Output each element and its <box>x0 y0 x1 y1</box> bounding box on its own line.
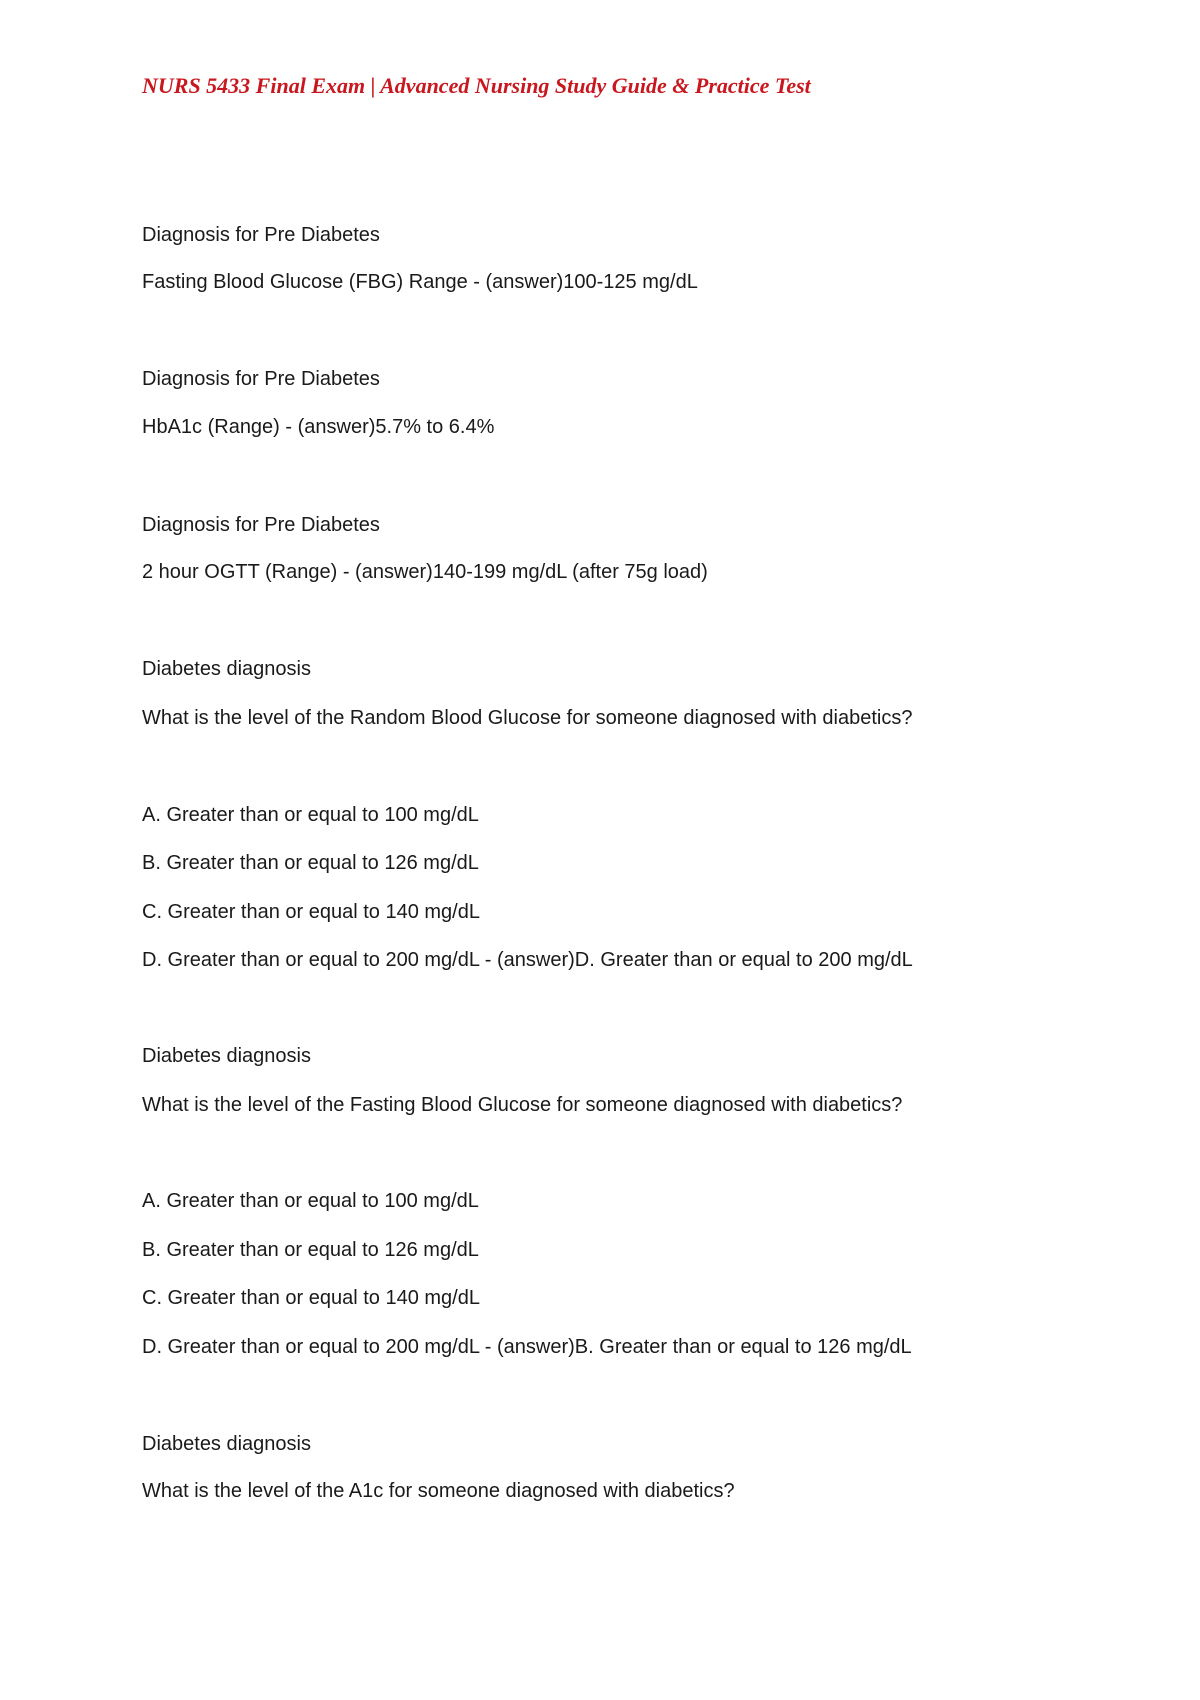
item-heading: Diabetes diagnosis <box>142 658 311 680</box>
item-answer-text: Fasting Blood Glucose (FBG) Range - (answer)100-125 mg/dL <box>142 271 698 293</box>
item-heading: Diagnosis for Pre Diabetes <box>142 368 380 390</box>
item-answer-text: 2 hour OGTT (Range) - (answer)140-199 mg/dL (after 75g load) <box>142 561 708 583</box>
answer-option: B. Greater than or equal to 126 mg/dL <box>142 852 479 874</box>
item-heading: Diabetes diagnosis <box>142 1433 311 1455</box>
item-question: What is the level of the A1c for someone diagnosed with diabetics? <box>142 1480 735 1502</box>
item-heading: Diagnosis for Pre Diabetes <box>142 224 380 246</box>
answer-option: B. Greater than or equal to 126 mg/dL <box>142 1239 479 1261</box>
item-question: What is the level of the Fasting Blood Glucose for someone diagnosed with diabetics? <box>142 1094 903 1116</box>
item-answer-text: HbA1c (Range) - (answer)5.7% to 6.4% <box>142 416 495 438</box>
answer-option: A. Greater than or equal to 100 mg/dL <box>142 1190 479 1212</box>
document-title: NURS 5433 Final Exam | Advanced Nursing Study Guide & Practice Test <box>142 73 811 98</box>
item-heading: Diabetes diagnosis <box>142 1045 311 1067</box>
item-question: What is the level of the Random Blood Glucose for someone diagnosed with diabetics? <box>142 707 913 729</box>
answer-option: C. Greater than or equal to 140 mg/dL <box>142 901 480 923</box>
answer-option: D. Greater than or equal to 200 mg/dL - (answer)B. Greater than or equal to 126 mg/dL <box>142 1336 912 1358</box>
answer-option: C. Greater than or equal to 140 mg/dL <box>142 1287 480 1309</box>
answer-option: D. Greater than or equal to 200 mg/dL - (answer)D. Greater than or equal to 200 mg/dL <box>142 949 913 971</box>
answer-option: A. Greater than or equal to 100 mg/dL <box>142 804 479 826</box>
item-heading: Diagnosis for Pre Diabetes <box>142 514 380 536</box>
